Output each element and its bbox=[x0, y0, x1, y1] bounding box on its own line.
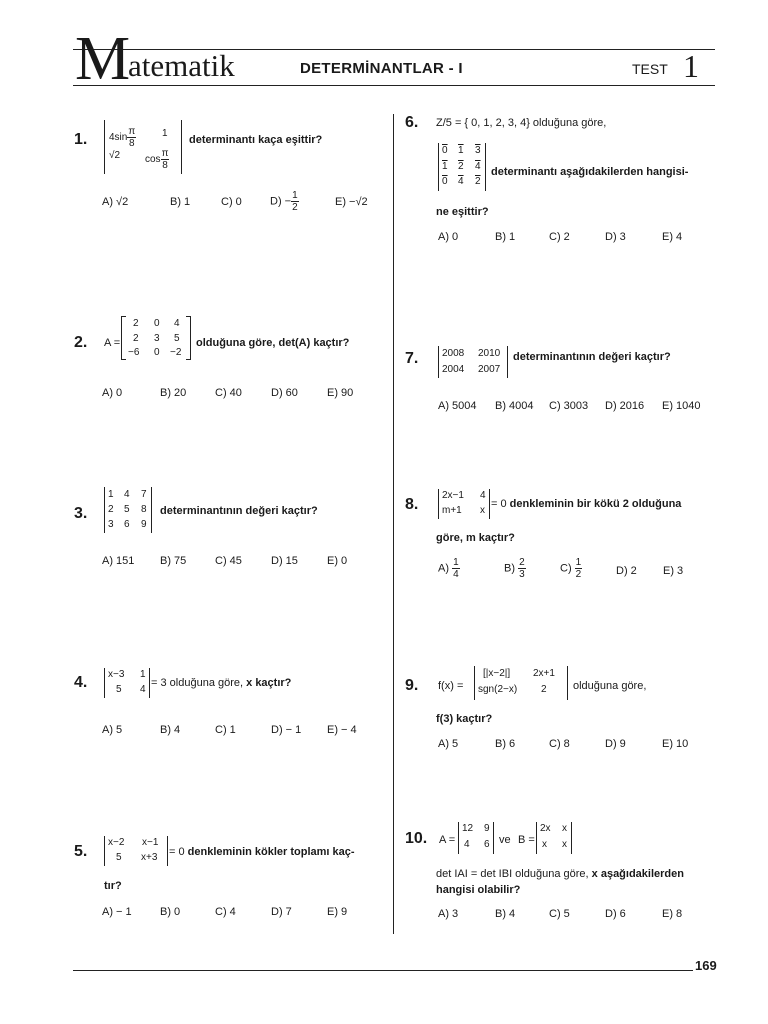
q2-cell: −6 bbox=[128, 347, 140, 358]
q3-option-d: D) 15 bbox=[271, 555, 298, 567]
q8-option-a: A) $\frac{1}{4}$ bbox=[438, 557, 459, 580]
q7-option-b: B) 4004 bbox=[495, 400, 534, 412]
q5-option-b: B) 0 bbox=[160, 906, 181, 918]
q5-m22: x+3 bbox=[141, 852, 158, 863]
page-number: 169 bbox=[695, 958, 717, 973]
q6-cell: 2 bbox=[458, 161, 464, 172]
question-number: 6. bbox=[405, 114, 419, 131]
q2-option-a: A) 0 bbox=[102, 387, 123, 399]
q7-m12: 2010 bbox=[478, 348, 501, 359]
q2-prompt: olduğuna göre, det(A) kaçtır? bbox=[196, 337, 350, 349]
q4-m12: 1 bbox=[140, 669, 146, 680]
q4-m22: 4 bbox=[140, 684, 146, 695]
q10-a22: 6 bbox=[484, 839, 490, 850]
question-number: 3. bbox=[74, 505, 88, 522]
q10-prompt bbox=[436, 868, 684, 880]
q5-option-d: D) 7 bbox=[271, 906, 292, 918]
page-topic: DETERMİNANTLAR - I bbox=[300, 60, 463, 77]
q10-matrix-b bbox=[536, 822, 572, 854]
q8-option-e: E) 3 bbox=[663, 565, 684, 577]
q3-cell: 9 bbox=[141, 519, 147, 530]
q6-cell: 1 bbox=[442, 161, 448, 172]
q8-equals: = 0 bbox=[491, 498, 507, 510]
q5-option-e: E) 9 bbox=[327, 906, 348, 918]
q6-intro: Z/5 = { 0, 1, 2, 3, 4} olduğuna göre, bbox=[436, 117, 607, 129]
q2-cell: 2 bbox=[133, 333, 139, 344]
q10-matrix-a bbox=[458, 822, 494, 854]
q1-determinant bbox=[104, 120, 182, 174]
q7-m21: 2004 bbox=[442, 364, 465, 375]
q8-prompt-text: denkleminin bir kökü 2 olduğuna bbox=[509, 498, 682, 510]
q6-prompt: determinantı aşağıdakilerden hangisi- bbox=[491, 166, 689, 178]
column-divider bbox=[393, 114, 394, 934]
q9-options bbox=[438, 738, 718, 752]
q6-cell: 0 bbox=[442, 145, 448, 156]
q4-option-c: C) 1 bbox=[215, 724, 236, 736]
q2-matrix bbox=[121, 316, 191, 360]
q5-prompt-cont: tır? bbox=[104, 880, 122, 892]
q1-m11: 4sin bbox=[109, 132, 128, 144]
q1-option-a: A) √2 bbox=[102, 196, 129, 208]
q9-option-b: B) 6 bbox=[495, 738, 516, 750]
q8-m21: m+1 bbox=[442, 505, 462, 516]
q5-m21: 5 bbox=[116, 852, 122, 863]
q4-prompt-bold: x kaçtır? bbox=[246, 677, 292, 689]
question-number: 5. bbox=[74, 843, 88, 860]
q9-determinant bbox=[474, 666, 568, 700]
q9-m11: [|x−2|] bbox=[483, 668, 511, 679]
q8-option-b: B) $\frac{2}{3}$ bbox=[504, 557, 525, 580]
q10-a-lhs: A = bbox=[439, 834, 456, 846]
q3-prompt: determinantının değeri kaçtır? bbox=[160, 505, 318, 517]
q4-prompt-text: olduğuna göre, bbox=[169, 677, 244, 689]
q1-m22-fraction: $\frac{\pi}{8}$ bbox=[161, 148, 169, 171]
q4-option-d: D) − 1 bbox=[271, 724, 302, 736]
q4-option-b: B) 4 bbox=[160, 724, 181, 736]
q4-determinant bbox=[104, 668, 150, 698]
q7-option-e: E) 1040 bbox=[662, 400, 701, 412]
q7-option-d: D) 2016 bbox=[605, 400, 645, 412]
q2-cell: 2 bbox=[133, 318, 139, 329]
q2-option-c: C) 40 bbox=[215, 387, 242, 399]
q10-b-lhs: B = bbox=[518, 834, 535, 846]
q6-cell: 3 bbox=[475, 145, 481, 156]
question-number: 2. bbox=[74, 334, 88, 351]
q10-b12: x bbox=[562, 823, 567, 834]
q1-m12: 1 bbox=[162, 128, 168, 139]
q3-cell: 8 bbox=[141, 504, 147, 515]
q8-option-c: C) $\frac{1}{2}$ bbox=[560, 557, 582, 580]
q8-m22: x bbox=[480, 505, 485, 516]
q9-prompt: olduğuna göre, bbox=[573, 680, 647, 692]
q10-prompt-bold: x aşağıdakilerden bbox=[591, 868, 684, 880]
q8-prompt bbox=[491, 498, 681, 510]
q7-prompt: determinantının değeri kaçtır? bbox=[513, 351, 671, 363]
q2-cell: 3 bbox=[154, 333, 160, 344]
q7-option-c: C) 3003 bbox=[549, 400, 589, 412]
q8-option-d: D) 2 bbox=[616, 565, 637, 577]
brand-name: atematik bbox=[128, 48, 235, 83]
q6-options bbox=[438, 231, 718, 245]
q1-prompt: determinantı kaça eşittir? bbox=[189, 134, 323, 146]
question-number: 7. bbox=[405, 350, 419, 367]
q6-option-e: E) 4 bbox=[662, 231, 683, 243]
q9-m12: 2x+1 bbox=[533, 668, 555, 679]
q2-lhs: A = bbox=[104, 337, 121, 349]
q10-option-d: D) 6 bbox=[605, 908, 626, 920]
q1-option-d: D) − $\frac{1}{2}$ bbox=[270, 190, 298, 213]
footer-rule bbox=[73, 970, 693, 971]
q8-determinant bbox=[438, 489, 490, 519]
q2-cell: −2 bbox=[170, 347, 182, 358]
q9-option-d: D) 9 bbox=[605, 738, 626, 750]
q3-option-c: C) 45 bbox=[215, 555, 242, 567]
q6-cell: 2 bbox=[475, 176, 481, 187]
q7-determinant bbox=[438, 346, 508, 378]
q2-option-b: B) 20 bbox=[160, 387, 187, 399]
q1-option-c: C) 0 bbox=[221, 196, 242, 208]
q5-prompt bbox=[169, 846, 355, 858]
q3-cell: 2 bbox=[108, 504, 114, 515]
q2-cell: 5 bbox=[174, 333, 180, 344]
test-label: TEST bbox=[632, 61, 668, 77]
q4-m11: x−3 bbox=[108, 669, 125, 680]
q2-option-e: E) 90 bbox=[327, 387, 354, 399]
q10-b21: x bbox=[542, 839, 547, 850]
q5-m12: x−1 bbox=[142, 837, 159, 848]
q3-option-e: E) 0 bbox=[327, 555, 348, 567]
q5-m11: x−2 bbox=[108, 837, 125, 848]
q5-determinant bbox=[104, 836, 168, 866]
q3-options bbox=[102, 555, 382, 569]
q10-and: ve bbox=[499, 834, 511, 846]
q1-option-e: E) −√2 bbox=[335, 196, 368, 208]
q8-options bbox=[438, 557, 718, 587]
q10-options bbox=[438, 908, 718, 922]
q3-option-b: B) 75 bbox=[160, 555, 187, 567]
question-number: 10. bbox=[405, 830, 428, 847]
q10-option-a: A) 3 bbox=[438, 908, 459, 920]
q7-options bbox=[438, 400, 718, 414]
q5-prompt-text: denkleminin kökler toplamı kaç- bbox=[187, 846, 355, 858]
question-number: 4. bbox=[74, 674, 88, 691]
q10-prompt-text: det IAI = det IBI olduğuna göre, bbox=[436, 868, 589, 880]
q1-m22: cos bbox=[145, 154, 161, 166]
q10-option-c: C) 5 bbox=[549, 908, 570, 920]
q2-cell: 4 bbox=[174, 318, 180, 329]
q6-option-c: C) 2 bbox=[549, 231, 570, 243]
q2-cell: 0 bbox=[154, 347, 160, 358]
q10-prompt-cont: hangisi olabilir? bbox=[436, 884, 521, 896]
q4-options bbox=[102, 724, 382, 738]
q5-equals: = 0 bbox=[169, 846, 185, 858]
q1-m21: √2 bbox=[109, 150, 121, 161]
q6-cell: 0 bbox=[442, 176, 448, 187]
q9-lhs: f(x) = bbox=[438, 680, 464, 692]
q3-cell: 1 bbox=[108, 489, 114, 500]
q10-b11: 2x bbox=[540, 823, 551, 834]
q3-cell: 7 bbox=[141, 489, 147, 500]
q9-option-a: A) 5 bbox=[438, 738, 459, 750]
q2-cell: 0 bbox=[154, 318, 160, 329]
q3-cell: 4 bbox=[124, 489, 130, 500]
q6-cell: 4 bbox=[475, 161, 481, 172]
q8-m12: 4 bbox=[480, 490, 486, 501]
q6-cell: 1 bbox=[458, 145, 464, 156]
q1-options bbox=[102, 190, 382, 222]
q10-a21: 4 bbox=[464, 839, 470, 850]
q6-determinant bbox=[438, 143, 486, 191]
q4-equals: = 3 bbox=[151, 677, 167, 689]
q9-prompt-cont: f(3) kaçtır? bbox=[436, 713, 493, 725]
q3-option-a: A) 151 bbox=[102, 555, 135, 567]
q6-option-d: D) 3 bbox=[605, 231, 626, 243]
q9-m22: 2 bbox=[541, 684, 547, 695]
q7-option-a: A) 5004 bbox=[438, 400, 477, 412]
q10-a12: 9 bbox=[484, 823, 490, 834]
q1-m11-fraction: $\frac{\pi}{8}$ bbox=[128, 126, 136, 149]
question-number: 1. bbox=[74, 131, 88, 148]
q3-cell: 5 bbox=[124, 504, 130, 515]
q4-m21: 5 bbox=[116, 684, 122, 695]
q6-prompt-cont: ne eşittir? bbox=[436, 206, 489, 218]
q10-b22: x bbox=[562, 839, 567, 850]
q3-cell: 3 bbox=[108, 519, 114, 530]
header-bottom-rule bbox=[73, 85, 715, 86]
q10-a11: 12 bbox=[462, 823, 474, 834]
q10-option-b: B) 4 bbox=[495, 908, 516, 920]
question-number: 8. bbox=[405, 496, 419, 513]
q4-prompt bbox=[151, 677, 291, 689]
q3-cell: 6 bbox=[124, 519, 130, 530]
q6-option-b: B) 1 bbox=[495, 231, 516, 243]
q7-m22: 2007 bbox=[478, 364, 501, 375]
q3-determinant bbox=[104, 487, 152, 533]
q5-option-c: C) 4 bbox=[215, 906, 236, 918]
q9-m21: sgn(2−x) bbox=[478, 684, 518, 695]
q4-option-e: E) − 4 bbox=[327, 724, 357, 736]
q2-options bbox=[102, 387, 382, 401]
question-number: 9. bbox=[405, 677, 419, 694]
brand-initial: M bbox=[75, 25, 131, 93]
q2-option-d: D) 60 bbox=[271, 387, 298, 399]
q4-option-a: A) 5 bbox=[102, 724, 123, 736]
q8-m11: 2x−1 bbox=[442, 490, 464, 501]
q1-option-b: B) 1 bbox=[170, 196, 191, 208]
q5-options bbox=[102, 906, 382, 920]
test-number: 1 bbox=[683, 48, 699, 84]
q9-option-e: E) 10 bbox=[662, 738, 689, 750]
q8-prompt-cont: göre, m kaçtır? bbox=[436, 532, 515, 544]
q7-m11: 2008 bbox=[442, 348, 465, 359]
q10-option-e: E) 8 bbox=[662, 908, 683, 920]
q5-option-a: A) − 1 bbox=[102, 906, 132, 918]
q6-option-a: A) 0 bbox=[438, 231, 459, 243]
q9-option-c: C) 8 bbox=[549, 738, 570, 750]
q6-cell: 4 bbox=[458, 176, 464, 187]
